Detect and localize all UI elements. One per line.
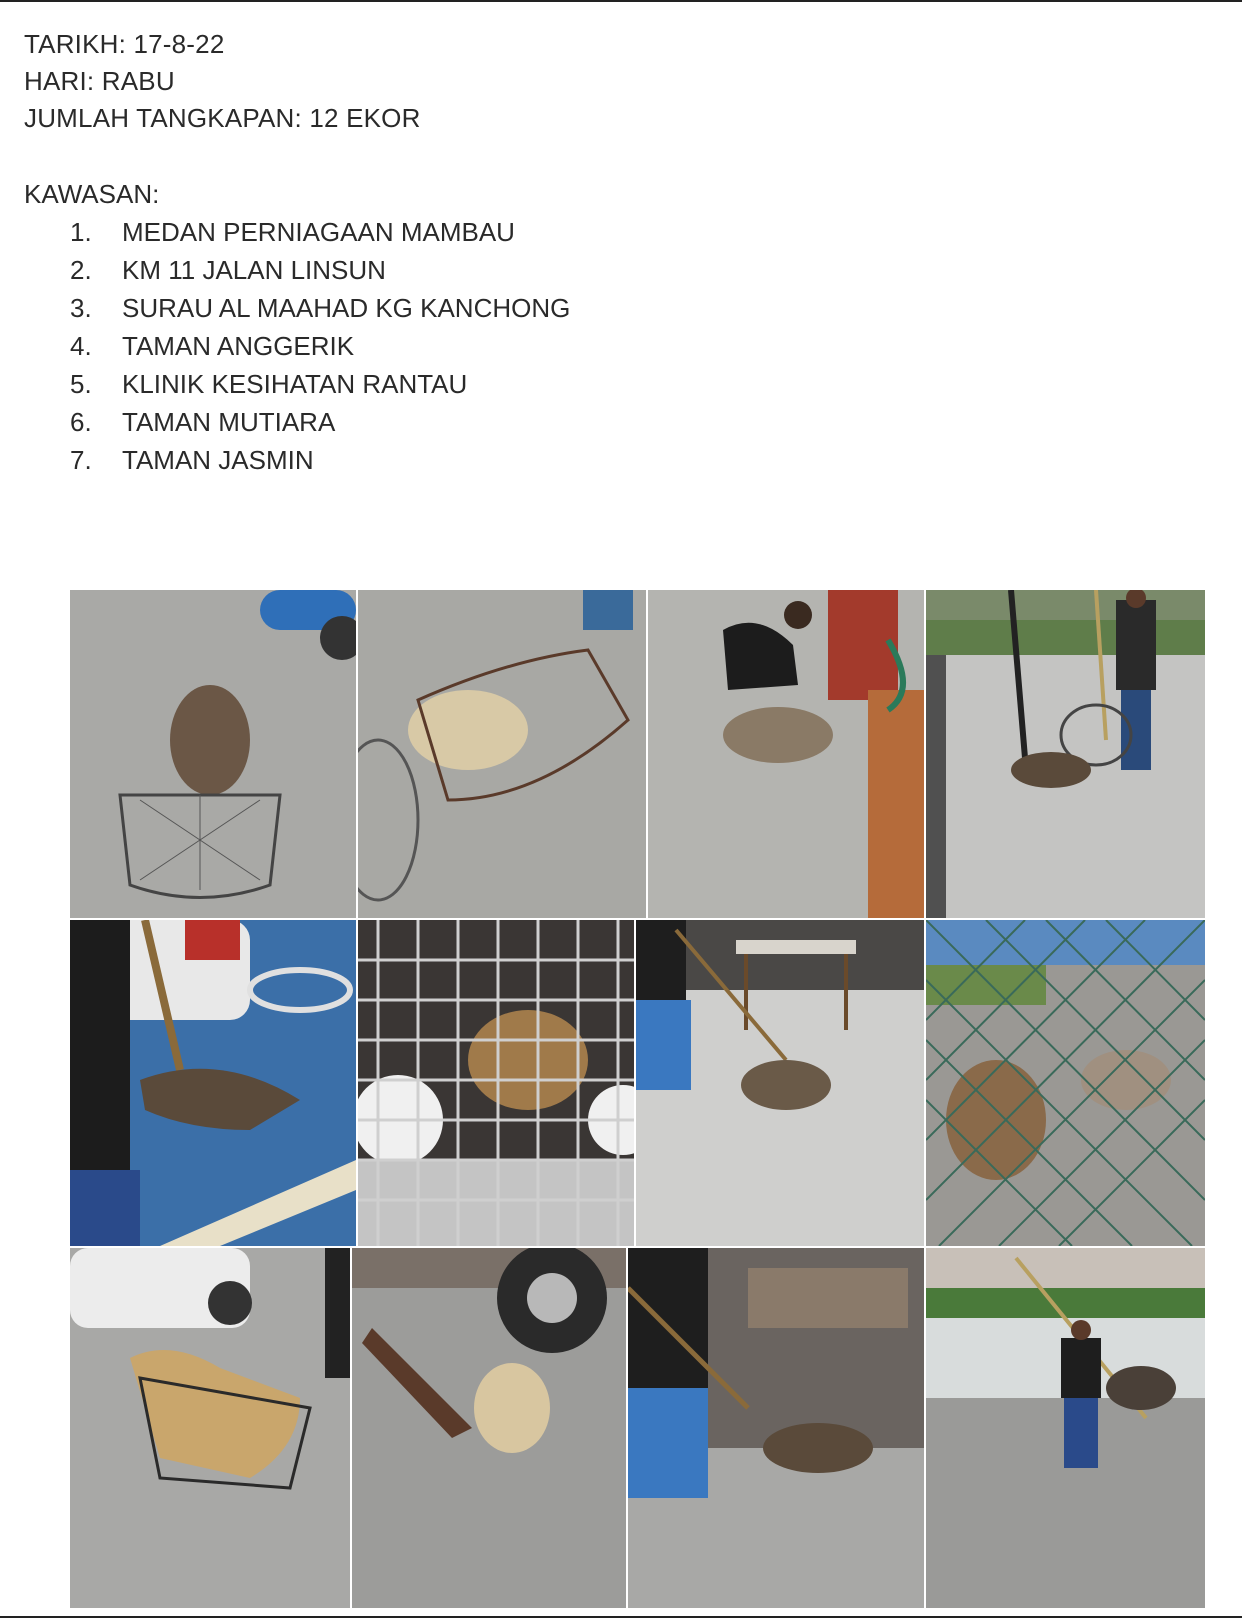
worker-carrying-pole-photo bbox=[926, 1248, 1205, 1608]
date-line: TARIKH: 17-8-22 bbox=[24, 29, 225, 59]
area-item: 4. TAMAN ANGGERIK bbox=[70, 331, 355, 361]
area-item: 2. KM 11 JALAN LINSUN bbox=[70, 255, 386, 285]
area-item: 1. MEDAN PERNIAGAAN MAMBAU bbox=[70, 217, 515, 247]
area-item: 6. TAMAN MUTIARA bbox=[70, 407, 336, 437]
day-line: HARI: RABU bbox=[24, 66, 175, 96]
bottom-border bbox=[0, 1616, 1242, 1618]
dog-lying-near-truck-photo bbox=[352, 1248, 626, 1608]
worker-dragging-net-photo bbox=[636, 920, 924, 1246]
areas-list bbox=[70, 213, 570, 479]
dog-under-net-photo bbox=[358, 590, 646, 918]
area-item: 5. KLINIK KESIHATAN RANTAU bbox=[70, 369, 468, 399]
worker-kneeling-with-net-photo bbox=[648, 590, 924, 918]
total-catch-line: JUMLAH TANGKAPAN: 12 EKOR bbox=[24, 103, 421, 133]
photo-collage bbox=[70, 590, 1235, 1610]
worker-holding-net-blue-parking-photo bbox=[70, 920, 356, 1246]
worker-with-pole-net-photo bbox=[926, 590, 1205, 918]
worker-with-net-by-shed-photo bbox=[628, 1248, 924, 1608]
area-item: 7. TAMAN JASMIN bbox=[70, 445, 314, 475]
area-item: 3. SURAU AL MAAHAD KG KANCHONG bbox=[70, 293, 571, 323]
report-header bbox=[24, 26, 421, 137]
dog-sitting-under-net-photo bbox=[70, 1248, 350, 1608]
dog-in-cage-photo bbox=[358, 920, 634, 1246]
dogs-behind-fence-photo bbox=[926, 920, 1205, 1246]
top-border bbox=[0, 0, 1242, 2]
dog-in-net-on-road-photo bbox=[70, 590, 356, 918]
areas-title: KAWASAN: bbox=[24, 179, 160, 209]
